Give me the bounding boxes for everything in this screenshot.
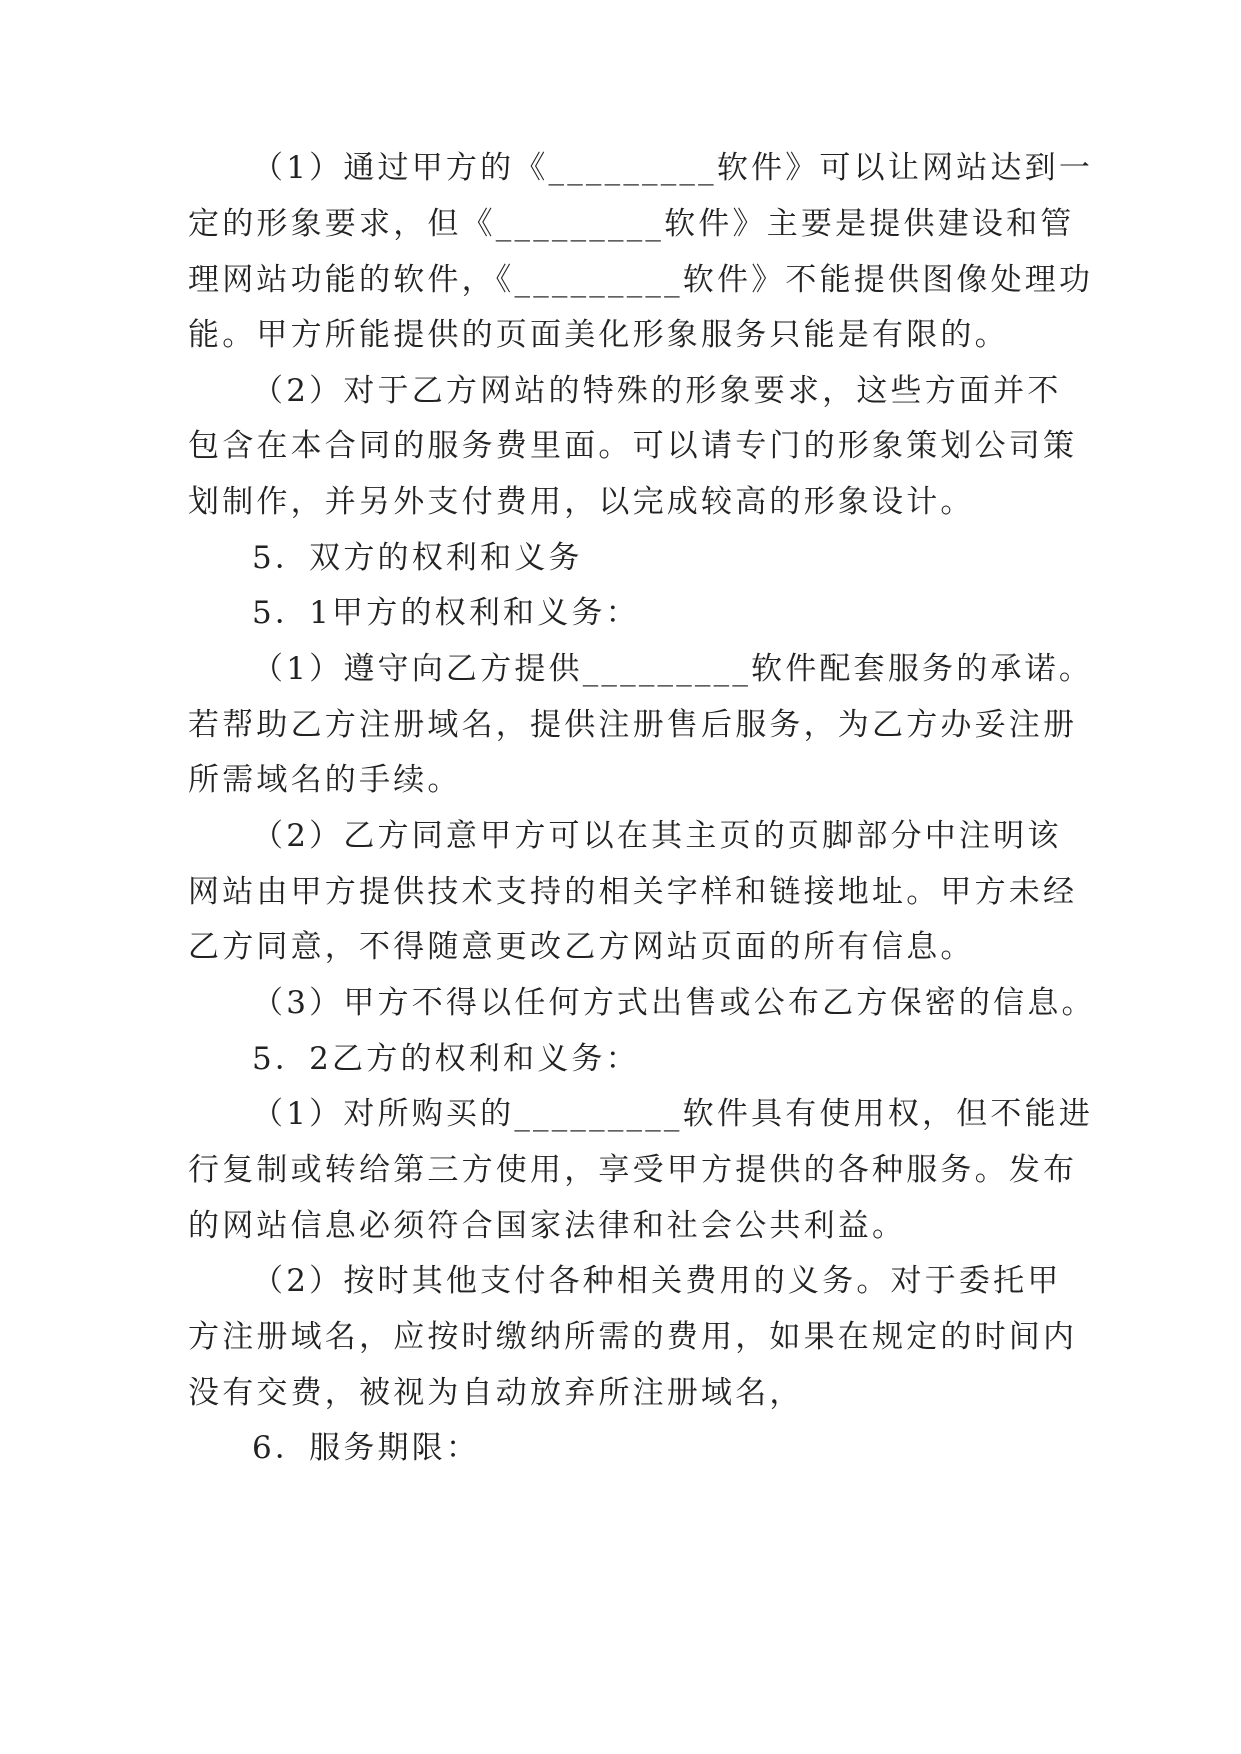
text-line: 乙方同意，不得随意更改乙方网站页面的所有信息。 [188, 929, 975, 965]
text-line: （1）对所购买的_________软件具有使用权，但不能进 [252, 1096, 1094, 1132]
text-line: （2）对于乙方网站的特殊的形象要求，这些方面并不 [252, 373, 1062, 409]
text-line: 理网站功能的软件，《_________软件》不能提供图像处理功 [188, 262, 1094, 298]
text-line: 定的形象要求，但《_________软件》主要是提供建设和管 [188, 206, 1075, 242]
text-line: （3）甲方不得以任何方式出售或公布乙方保密的信息。 [252, 985, 1096, 1021]
text-line: 若帮助乙方注册域名，提供注册售后服务，为乙方办妥注册 [188, 707, 1078, 743]
text-line: 的网站信息必须符合国家法律和社会公共利益。 [188, 1208, 907, 1244]
text-line: 网站由甲方提供技术支持的相关字样和链接地址。甲方未经 [188, 874, 1078, 910]
subsection-heading: 5．1甲方的权利和义务： [252, 595, 640, 631]
text-line: （1）通过甲方的《_________软件》可以让网站达到一 [252, 150, 1094, 186]
text-line: 行复制或转给第三方使用，享受甲方提供的各种服务。发布 [188, 1152, 1078, 1188]
text-line: 划制作，并另外支付费用，以完成较高的形象设计。 [188, 484, 975, 520]
text-line: （2）按时其他支付各种相关费用的义务。对于委托甲 [252, 1263, 1062, 1299]
text-line: （2）乙方同意甲方可以在其主页的页脚部分中注明该 [252, 818, 1062, 854]
text-line: 包含在本合同的服务费里面。可以请专门的形象策划公司策 [188, 428, 1078, 464]
text-line: 方注册域名，应按时缴纳所需的费用，如果在规定的时间内 [188, 1319, 1078, 1355]
text-line: 没有交费，被视为自动放弃所注册域名， [188, 1375, 804, 1411]
section-heading: 6．服务期限： [252, 1430, 481, 1466]
section-heading: 5．双方的权利和义务 [252, 540, 583, 576]
text-line: （1）遵守向乙方提供_________软件配套服务的承诺。 [252, 651, 1094, 687]
text-line: 所需域名的手续。 [188, 762, 462, 798]
subsection-heading: 5．2乙方的权利和义务： [252, 1041, 640, 1077]
text-line: 能。甲方所能提供的页面美化形象服务只能是有限的。 [188, 317, 1009, 353]
